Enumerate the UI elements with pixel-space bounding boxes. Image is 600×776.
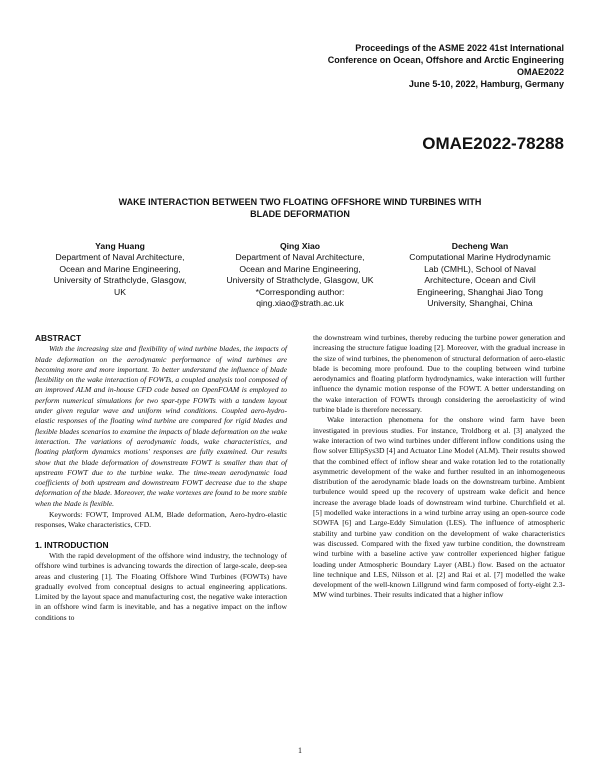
paper-title — [40, 196, 560, 220]
affiliation-line: Department of Naval Architecture, — [55, 252, 185, 263]
left-column — [35, 333, 287, 623]
abstract-body: With the increasing size and flexibility of wind turbine blades, the impacts of blade deformation on the aerodynamic performance of wind turbines are becoming more and more important. To better understand the influence of blade flexibility on the wake interaction of FOWTs, a coupled analysis tool composed of an improved ALM and in-house CFD code based on OpenFOAM is employed to perform numerical simulations for two spar-type FOWTs with a tandem layout under given regular wave and uniform wind conditions. Coupled aero-hydro-elastic responses of the floating wind turbine are compared for rigid blades and flexible blades scenarios to examine the impacts of blade deformation on the wake interaction. The variations of aerodynamic loads, wake characteristics, and floating platform dynamics motions' responses are fully examined. Our results show that the blade deformation of downstream FOWT is smaller than that of upstream FOWT due to the turbine wake. The time-mean aerodynamic load coefficients of both upstream and downstream FOWT decrease due to the shape deformation of the blade. Moreover, the wake vortexes are found to be more stable when the blade is flexible. — [35, 344, 287, 508]
author-2 — [214, 241, 386, 309]
author-1 — [34, 241, 206, 309]
affiliation-line: Ocean and Marine Engineering, — [59, 263, 181, 274]
author-block — [34, 241, 566, 309]
affiliation-line: *Corresponding author: — [255, 286, 345, 297]
corresponding-email[interactable]: qing.xiao@strath.ac.uk — [256, 298, 344, 309]
title-line: BLADE DEFORMATION — [250, 209, 350, 219]
title-line: WAKE INTERACTION BETWEEN TWO FLOATING OFFSHORE WIND TURBINES WITH — [118, 197, 482, 207]
author-3 — [394, 241, 566, 309]
proceedings-header — [284, 42, 564, 90]
abstract-heading: ABSTRACT — [35, 333, 82, 343]
page-number: 1 — [298, 746, 302, 755]
proceedings-line: June 5-10, 2022, Hamburg, Germany — [408, 79, 564, 89]
intro-paragraph-1: With the rapid development of the offshore wind industry, the technology of offshore wind turbines is advancing towards the direction of large-scale, deep-sea areas and clustering [1]. The Floating Offshore Wind Turbines (FOWTs) have gradually evolved from conceptual designs to actual engineering applications. Limited by the layout space and manufacturing cost, the negative wake interaction in an offshore wind farm is inevitable, and has a negative impact on the inflow conditions to — [35, 550, 287, 622]
proceedings-line: Proceedings of the ASME 2022 41st International — [355, 43, 564, 53]
keywords: Keywords: FOWT, Improved ALM, Blade deformation, Aero-hydro-elastic responses, Wake characteristics, CFD. — [35, 510, 287, 530]
affiliation-line: Ocean and Marine Engineering, — [239, 263, 361, 274]
affiliation-line: Architecture, Ocean and Civil — [424, 275, 536, 286]
right-column — [313, 333, 565, 601]
author-name: Qing Xiao — [279, 241, 321, 251]
affiliation-line: University, Shanghai, China — [427, 298, 533, 309]
affiliation-line: Department of Naval Architecture, — [235, 252, 365, 263]
intro-paragraph-2: Wake interaction phenomena for the onshore wind farm have been investigated in previous studies. For instance, Troldborg et al. [3] analyzed the wake interaction of two wind turbines under different inflow conditions using the flow solver EllipSys3D [4] and Actuator Line Model (ALM). Their results showed that the combined effect of inflow shear and wake rotation led to the rotationally asymmetric development of the wake and further resulted in an inhomogeneous distribution of the aerodynamic blade loads on the downstream turbine. Ambient turbulence would speed up the recovery of upstream wake deficit and hence increase the average blade loads of downstream wind turbine. Churchfield et al. [5] modelled wake interactions in a wind turbine array using an open-source code SOWFA [6] and Large-Eddy Simulation (LES). The influence of atmospheric stability and turbine yaw condition on the development of wake characteristics was discussed. Compared with the fixed yaw turbine condition, the downstream wind turbine with a baseline active yaw controller experienced higher fatigue loading under Atmospheric Boundary Layer (ABL) flow. Based on the actuator line technique and LES, Nilsson et al. [2] and Rai et al. [7] modelled the wake development of the well-known Lillgrund wind farm composed of forty-eight 2.3-MW wind turbines. Their results indicated that a higher inflow — [313, 415, 565, 600]
affiliation-line: University of Strathclyde, Glasgow, UK — [226, 275, 374, 286]
intro-paragraph-1-continued: the downstream wind turbines, thereby reducing the turbine power generation and increasing the structure fatigue loading [2]. Moreover, with the gradual increase in the size of wind turbines, the phenomenon of structural deformation of aero-elastic blade is becoming more profound. Due to the coupling between wind turbine aerodynamics and floating platform hydrodynamics, wake interaction will further influence the dynamic motion response of the FOWT. A better understanding on the wake interaction of FOWTs through considering the aeroelasticity of wind turbine blade is therefore necessary. — [313, 333, 565, 415]
affiliation-line: UK — [114, 286, 126, 297]
proceedings-line: Conference on Ocean, Offshore and Arctic Engineering — [327, 55, 564, 65]
author-name: Decheng Wan — [451, 241, 509, 251]
affiliation-line: Computational Marine Hydrodynamic — [409, 252, 551, 263]
affiliation-line: University of Strathclyde, Glasgow, — [53, 275, 187, 286]
affiliation-line: Engineering, Shanghai Jiao Tong — [417, 286, 543, 297]
introduction-heading: 1. INTRODUCTION — [35, 539, 109, 550]
author-name: Yang Huang — [95, 241, 145, 251]
paper-id: OMAE2022-78288 — [422, 134, 564, 153]
affiliation-line: Lab (CMHL), School of Naval — [424, 263, 536, 274]
proceedings-line: OMAE2022 — [516, 67, 564, 77]
